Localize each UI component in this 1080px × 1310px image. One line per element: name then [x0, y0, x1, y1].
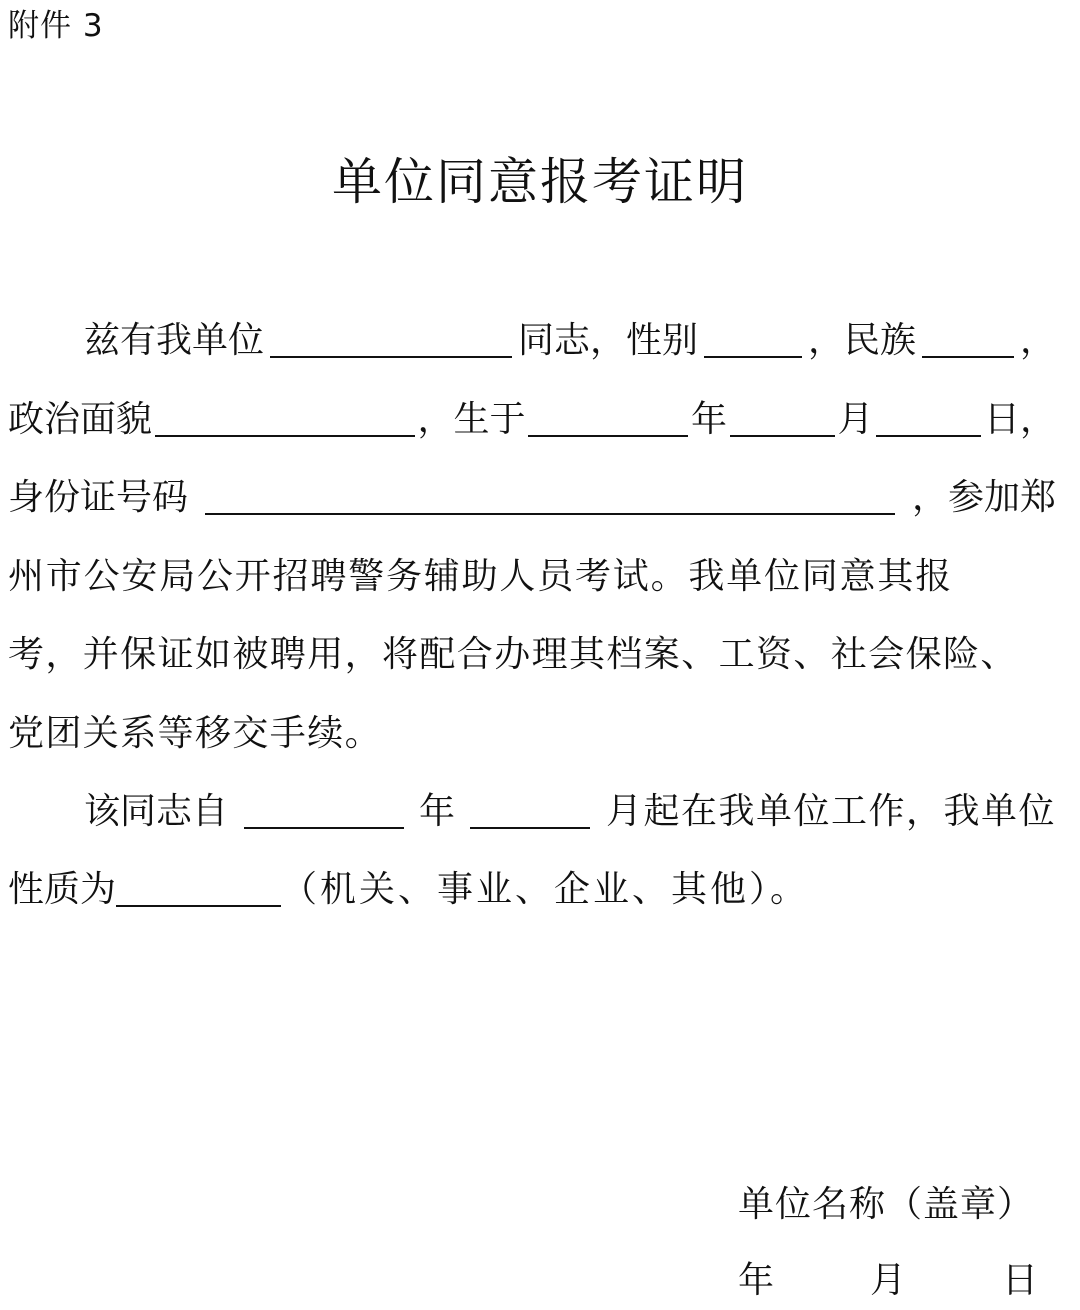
- work-start-year-blank[interactable]: [244, 779, 404, 829]
- attachment-label: 附件 3: [8, 8, 104, 44]
- birth-month-blank[interactable]: [730, 387, 835, 437]
- text-prefix: 该同志自: [84, 791, 229, 832]
- date-month-label: 月: [869, 1260, 906, 1301]
- date-year-label: 年: [738, 1260, 775, 1301]
- paragraph-2-line-2: [8, 865, 1056, 915]
- document-title: 单位同意报考证明: [332, 153, 748, 211]
- birth-year-blank[interactable]: [528, 387, 688, 437]
- political-status-blank[interactable]: [155, 387, 415, 437]
- paragraph-1-line-2: [8, 395, 1056, 445]
- paragraph-1-line-6: 党团关系等移交手续。: [8, 713, 383, 754]
- text-end: ，: [1019, 320, 1056, 361]
- unit-nature-blank[interactable]: [116, 857, 281, 907]
- text-prefix: 性质为: [8, 869, 117, 910]
- paragraph-1-line-3: [8, 473, 1056, 523]
- paragraph-2-line-1: [8, 787, 1056, 837]
- unit-nature-options: （机关、事业、企业、其他）。: [281, 869, 810, 910]
- text-suffix: 月起在我单位工作，我单位: [605, 791, 1056, 832]
- paragraph-1-line-5: 考，并保证如被聘用，将配合办理其档案、工资、社会保险、: [8, 634, 1018, 675]
- text-day: 日，: [983, 399, 1056, 440]
- id-number-blank[interactable]: [205, 465, 895, 515]
- text-year: 年: [690, 399, 727, 440]
- ethnicity-blank[interactable]: [922, 308, 1014, 358]
- paragraph-1-line-1: [8, 316, 1056, 366]
- name-blank[interactable]: [270, 308, 512, 358]
- birth-day-blank[interactable]: [876, 387, 981, 437]
- unit-seal-label: 单位名称（盖章）: [738, 1184, 1035, 1225]
- text-born: ，生于: [417, 399, 526, 440]
- work-start-month-blank[interactable]: [470, 779, 590, 829]
- text-after-name: 同志，性别: [517, 320, 698, 361]
- text-prefix: 政治面貌: [8, 399, 153, 440]
- gender-blank[interactable]: [704, 308, 802, 358]
- date-day-label: 日: [1001, 1260, 1038, 1301]
- text-prefix: 兹有我单位: [84, 320, 265, 361]
- text-suffix: ，参加郑: [911, 477, 1056, 518]
- text-after-gender: ，民族: [807, 320, 916, 361]
- text-prefix: 身份证号码: [8, 477, 189, 518]
- text-month: 月: [837, 399, 874, 440]
- text-year: 年: [418, 791, 455, 832]
- signature-date: [738, 1256, 1038, 1306]
- paragraph-1-line-4: 州市公安局公开招聘警务辅助人员考试。我单位同意其报: [8, 556, 954, 597]
